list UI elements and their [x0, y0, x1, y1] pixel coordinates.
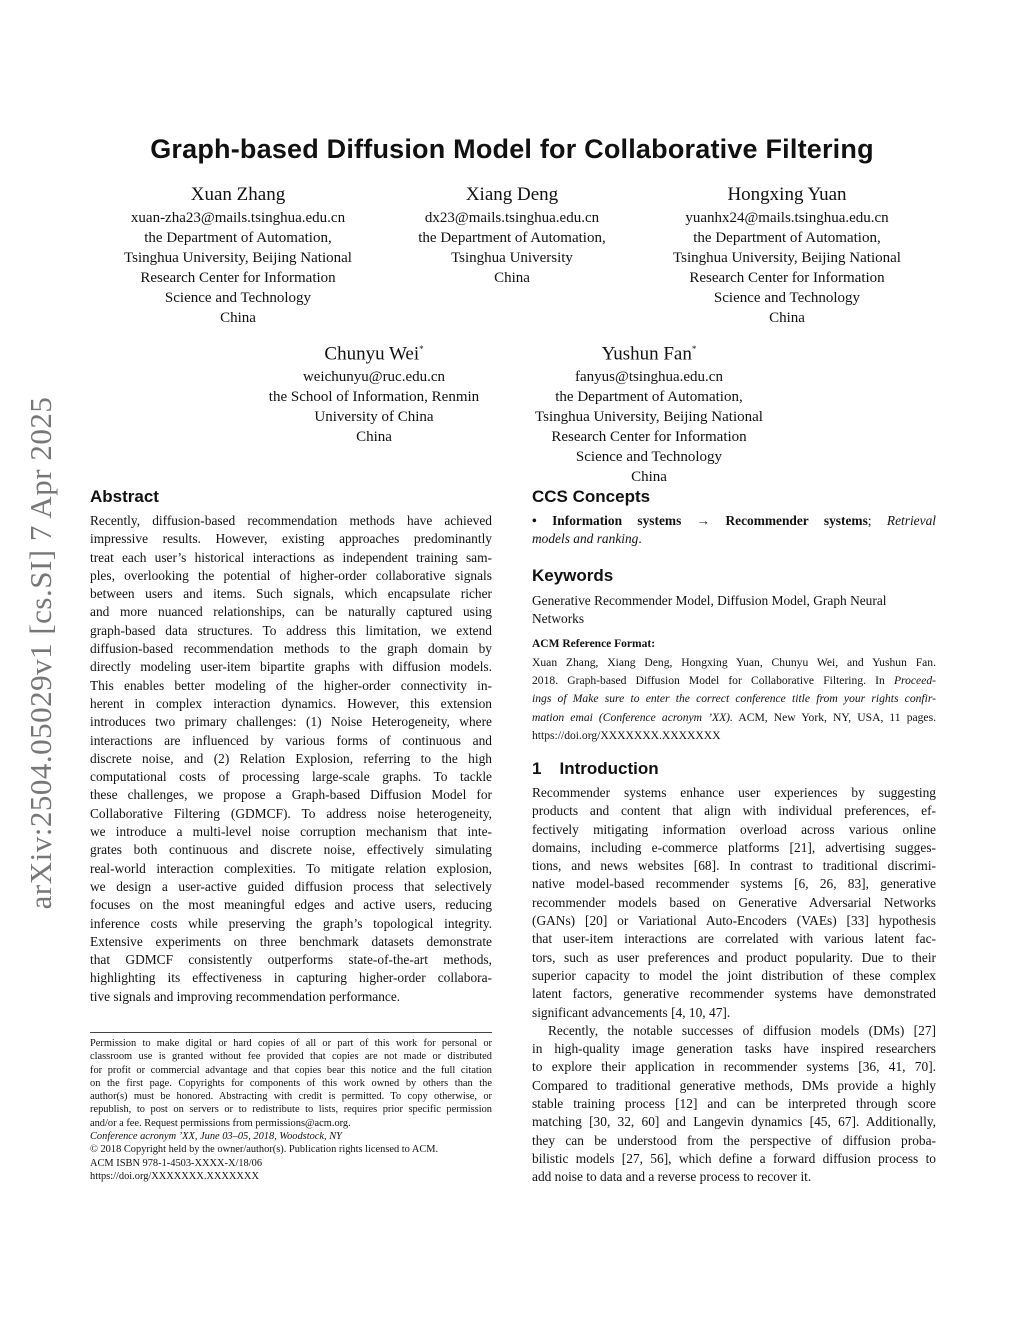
author-affiliation: the Department of Automation,: [555, 389, 743, 406]
intro-line: Recommender systems enhance user experiences by suggesting: [532, 785, 936, 800]
intro-line: matching [30, 32, 60] and Langevin dynamics [45, 67]. Additionally,: [532, 1114, 936, 1130]
intro-line: stable training process [12] and can be interpreted through score: [532, 1096, 936, 1112]
intro-line: fectively mitigating information overload across various online: [532, 821, 936, 837]
intro-line: significant advancements [4, 10, 47].: [532, 1004, 731, 1020]
author-affiliation: Science and Technology: [713, 290, 861, 306]
keywords-line: Networks: [532, 611, 585, 627]
acm-ref-line: ings of Make sure to enter the correct conference title from your rights confir-: [532, 692, 936, 706]
permission-footnote: [90, 1037, 492, 1183]
intro-line: latent factors, generative recommender systems have demonstrated: [532, 986, 936, 1002]
intro-body: [532, 784, 936, 1187]
abstract-line: inference costs while preserving the graph’s topological integrity.: [90, 915, 492, 931]
acm-ref-doi-link[interactable]: https://doi.org/XXXXXXX.XXXXXXX: [532, 728, 721, 742]
abstract-line: diffusion-based recommendation methods to the graph domain by: [90, 641, 492, 657]
intro-line: they can be understood from the perspective of diffusion proba-: [532, 1132, 936, 1148]
ccs-concept-2: Recommender systems: [725, 513, 868, 528]
acm-ref-line: mation emai (Conference acronym ’XX). ACM, New York, NY, USA, 11 pages.: [532, 710, 936, 724]
abstract-line: graph-based data structures. To address this limitation, we extend: [90, 622, 492, 638]
author-email: fanyus@tsinghua.edu.cn: [575, 369, 723, 386]
abstract-line: directly modeling user-item bipartite graphs with diffusion models.: [90, 659, 492, 675]
author-block-1: [90, 182, 386, 328]
author-affiliation: Research Center for Information: [689, 270, 885, 286]
abstract-line: treat each user’s historical interactions as independent training sam-: [90, 549, 492, 565]
abstract-line: Extensive experiments on three benchmark datasets demonstrate: [90, 933, 492, 949]
author-affiliation: Tsinghua University: [451, 250, 573, 266]
abstract-line: Recently, diffusion-based recommendation methods have achieved: [90, 513, 492, 528]
footnote-line: Permission to make digital or hard copies of all or part of this work for personal or: [90, 1038, 492, 1049]
section-title: Introduction: [559, 759, 659, 778]
copyright-line: © 2018 Copyright held by the owner/author(s). Publication rights licensed to ACM.: [90, 1144, 439, 1156]
keywords-line: Generative Recommender Model, Diffusion Model, Graph Neural: [532, 593, 887, 608]
intro-line: to explore their application in recommender systems [36, 41, 70].: [532, 1059, 936, 1075]
abstract-line: that GDMCF consistently outperforms state-of-the-art methods,: [90, 952, 492, 968]
author-name: Hongxing Yuan: [727, 184, 847, 205]
intro-line: native model-based recommender systems [6, 26, 83], generative: [532, 876, 936, 892]
ccs-concept-1: Information systems: [552, 513, 682, 528]
footnote-rule: [90, 1032, 492, 1033]
abstract-line: discrete noise, and (2) Relation Explosion, referring to the high: [90, 750, 492, 766]
keywords-list: [532, 592, 936, 629]
ccs-concepts: [532, 512, 936, 549]
section-number: 1: [532, 759, 542, 778]
abstract-line: ples, overlooking the potential of higher-order collaborative signals: [90, 567, 492, 583]
author-name: Chunyu Wei*: [324, 343, 424, 365]
abstract-line: we design a user-active guided diffusion process that selectively: [90, 878, 492, 894]
ccs-italic-1: Retrieval: [886, 513, 936, 528]
footnote-line: author(s) must be honored. Abstracting with credit is permitted. To copy otherwise, or: [90, 1091, 492, 1103]
abstract-line: grates both continuous and discrete noise, effectively simulating: [90, 842, 492, 858]
arxiv-stamp: arXiv:2504.05029v1 [cs.SI] 7 Apr 2025: [23, 396, 58, 910]
footnote-line: and/or a fee. Request permissions from permissions@acm.org.: [90, 1117, 351, 1129]
author-affiliation: Science and Technology: [575, 449, 723, 466]
intro-line: in high-quality image generation tasks have inspired researchers: [532, 1041, 936, 1057]
author-country: China: [494, 270, 530, 286]
author-email: yuanhx24@mails.tsinghua.edu.cn: [685, 210, 889, 226]
ccs-line-2: [532, 530, 936, 548]
abstract-line: introduces two primary challenges: (1) Noise Heterogeneity, where: [90, 714, 492, 730]
intro-line: add noise to data and a reverse process to recover it.: [532, 1169, 812, 1185]
conference-line: Conference acronym ’XX, June 03–05, 2018, Woodstock, NY: [90, 1131, 342, 1143]
author-affiliation: Tsinghua University, Beijing National: [124, 250, 352, 266]
author-affiliation: the School of Information, Renmin: [268, 389, 480, 406]
author-email: dx23@mails.tsinghua.edu.cn: [424, 210, 600, 226]
doi-link[interactable]: https://doi.org/XXXXXXX.XXXXXXX: [90, 1170, 259, 1182]
author-block-5: [501, 336, 797, 487]
abstract-heading: Abstract: [90, 487, 159, 506]
author-country: China: [769, 310, 805, 326]
abstract-line: real-world interaction complexities. To mitigate relation explosion,: [90, 860, 492, 876]
author-affiliation: the Department of Automation,: [693, 230, 881, 246]
abstract-line: focuses on the most meaningful edges and active users, reducing: [90, 897, 492, 913]
author-affiliation: University of China: [314, 409, 434, 426]
paper-title: Graph-based Diffusion Model for Collaborative Filtering: [150, 134, 874, 164]
arrow-icon: →: [696, 513, 711, 528]
abstract-line: these challenges, we propose a Graph-based Diffusion Model for: [90, 787, 492, 803]
abstract-line: we introduce a multi-level noise corruption mechanism that inte-: [90, 824, 492, 840]
acm-ref-line: Xuan Zhang, Xiang Deng, Hongxing Yuan, Chunyu Wei, and Yushun Fan.: [532, 656, 936, 669]
intro-line: (GANs) [20] or Variational Auto-Encoders (VAEs) [33] hypothesis: [532, 913, 936, 929]
abstract-line: herent in complex interaction dynamics. However, this extension: [90, 695, 492, 711]
author-country: China: [631, 469, 667, 486]
ccs-separator: ;: [867, 513, 872, 528]
author-country: China: [356, 429, 392, 446]
corresponding-mark: *: [691, 344, 697, 354]
acm-ref-heading: ACM Reference Format:: [532, 638, 656, 650]
author-name: Xiang Deng: [465, 184, 559, 205]
author-email: weichunyu@ruc.edu.cn: [302, 369, 446, 386]
intro-line: domains, including e-commerce platforms [21], advertising sugges-: [532, 839, 936, 855]
author-block-2: [364, 182, 660, 288]
abstract-line: between users and items. Such signals, which encapsulate richer: [90, 586, 492, 602]
intro-line: products and content that align with individual preferences, ef-: [532, 803, 936, 819]
keywords-heading: Keywords: [532, 566, 614, 585]
intro-line: Compared to traditional generative methods, DMs provide a highly: [532, 1077, 936, 1093]
abstract-line: highlighting its effectiveness in capturing higher-order collabora-: [90, 970, 492, 986]
author-name: Xuan Zhang: [190, 184, 286, 205]
abstract-line: Collaborative Filtering (GDMCF). To address noise heterogeneity,: [90, 805, 492, 821]
footnote-line: for profit or commercial advantage and that copies bear this notice and the full citation: [90, 1064, 492, 1076]
intro-heading: [532, 759, 659, 779]
author-affiliation: Tsinghua University, Beijing National: [535, 409, 763, 426]
abstract-line: tive signals and improving recommendation performance.: [90, 988, 401, 1004]
corresponding-mark: *: [419, 344, 424, 354]
abstract-line: and more nuanced relationships, can be naturally captured using: [90, 604, 492, 620]
intro-line: tions, and news websites [68]. In contrast to traditional discrimi-: [532, 858, 936, 874]
intro-line: superior capacity to model the joint distribution of these complex: [532, 967, 936, 983]
author-email: xuan-zha23@mails.tsinghua.edu.cn: [130, 210, 346, 226]
ccs-line-1: [532, 512, 936, 530]
author-name: Yushun Fan*: [601, 343, 697, 365]
author-affiliation: Science and Technology: [164, 290, 312, 306]
ccs-bullet: •: [532, 513, 537, 528]
footnote-line: classroom use is granted without fee provided that copies are not made or distributed: [90, 1051, 492, 1063]
author-country: China: [220, 310, 256, 326]
intro-line: recommender models based on Generative Adversarial Networks: [532, 894, 936, 910]
abstract-line: interactions are influenced by various forms of continuous and: [90, 732, 492, 748]
ccs-end: .: [638, 531, 642, 547]
permission-text: [90, 1037, 492, 1130]
author-affiliation: the Department of Automation,: [418, 230, 606, 246]
ccs-italic-2: models and ranking: [532, 531, 639, 547]
author-affiliation: Tsinghua University, Beijing National: [673, 250, 901, 266]
acm-reference: [532, 654, 936, 745]
author-block-4: [226, 336, 522, 447]
acm-ref-line: 2018. Graph-based Diffusion Model for Collaborative Filtering. In Proceed-: [532, 674, 936, 688]
author-block-3: [639, 182, 935, 328]
ccs-heading: CCS Concepts: [532, 487, 651, 506]
author-affiliation: Research Center for Information: [140, 270, 336, 286]
isbn-line: ACM ISBN 978-1-4503-XXXX-X/18/06: [90, 1157, 263, 1169]
author-affiliation: the Department of Automation,: [144, 230, 332, 246]
abstract-line: impressive results. However, existing approaches predominantly: [90, 531, 492, 547]
author-affiliation: Research Center for Information: [551, 429, 747, 446]
abstract-line: computational costs of processing large-scale graphs. To tackle: [90, 769, 492, 785]
intro-line: that user-item interactions are correlated with various latent fac-: [532, 931, 936, 947]
intro-line: bilistic models [27, 56], which define a forward diffusion process to: [532, 1150, 936, 1166]
footnote-line: republish, to post on servers or to redistribute to lists, requires prior specific permission: [90, 1104, 492, 1116]
abstract-line: This enables better modeling of the higher-order connectivity in-: [90, 677, 492, 693]
abstract-body: [90, 512, 492, 1006]
footnote-line: on the first page. Copyrights for components of this work owned by others than the: [90, 1077, 492, 1089]
intro-line: tors, such as user preferences and product popularity. Due to their: [532, 949, 936, 965]
intro-line: Recently, the notable successes of diffusion models (DMs) [27]: [548, 1022, 936, 1038]
